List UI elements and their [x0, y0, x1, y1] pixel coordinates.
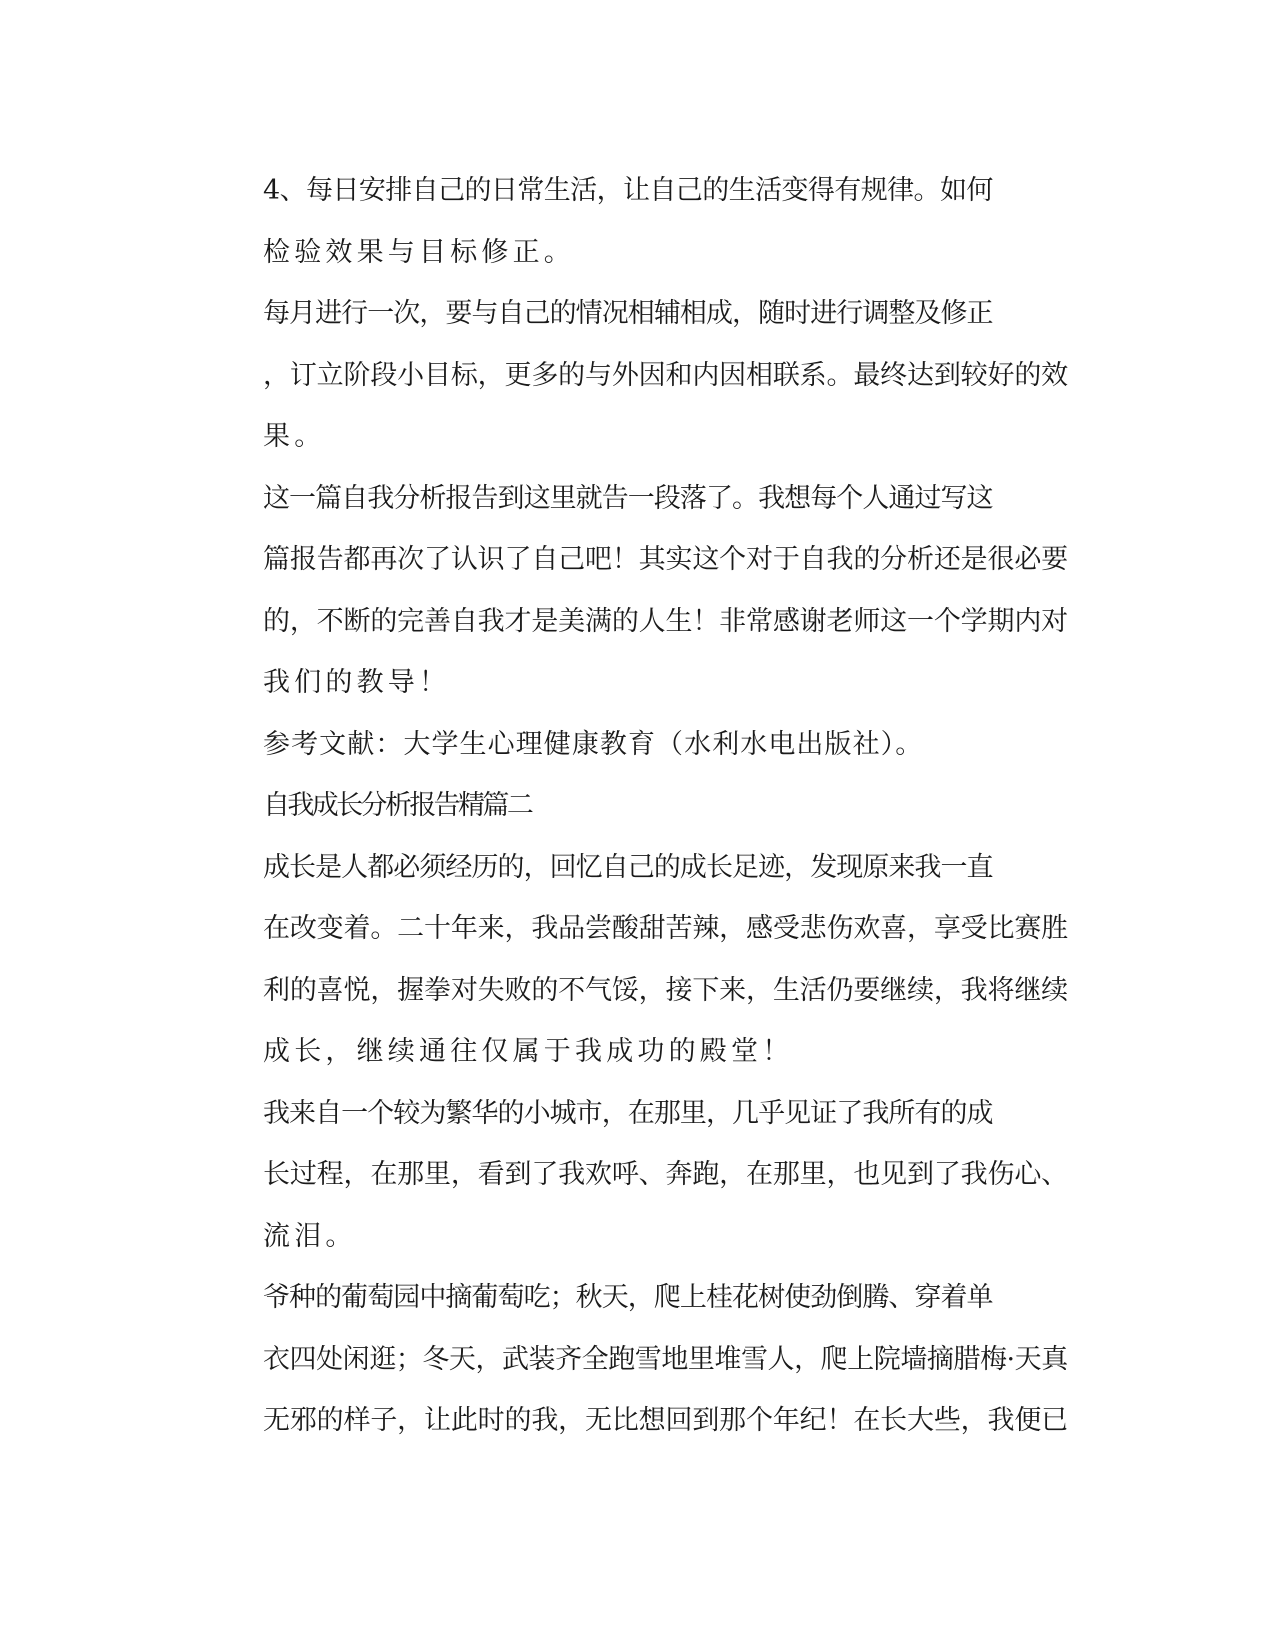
paragraph-daily-routine — [188, 160, 1068, 283]
text-line: 的，不断的完善自我才是美满的人生！非常感谢老师这一个学期内对 — [263, 605, 1068, 637]
text-line: 自我成长分析报告精篇二 — [263, 790, 532, 821]
text-line: 利的喜悦，握拳对失败的不气馁，接下来，生活仍要继续，我将继续 — [263, 974, 1068, 1006]
document-body — [188, 160, 1068, 1452]
paragraph-growth-intro — [188, 837, 1068, 1083]
text-line: 长过程，在那里，看到了我欢呼、奔跑，在那里，也见到了我伤心、 — [263, 1159, 1068, 1190]
text-line: 无邪的样子，让此时的我，无比想回到那个年纪！在长大些，我便已 — [263, 1405, 1068, 1436]
text-line: 成长是人都必须经历的，回忆自己的成长足迹，发现原来我一直 — [263, 851, 993, 883]
text-line: 我们的教导！ — [263, 667, 451, 698]
paragraph-references — [188, 714, 1068, 776]
paragraph-childhood — [188, 1267, 1068, 1452]
text-line: 每月进行一次，要与自己的情况相辅相成，随时进行调整及修正 — [263, 298, 993, 329]
text-line: 衣四处闲逛；冬天，武装齐全跑雪地里堆雪人，爬上院墙摘腊梅·天真 — [263, 1343, 1068, 1375]
paragraph-hometown — [188, 1083, 1068, 1268]
paragraph-monthly-review — [188, 283, 1068, 468]
text-line: 在改变着。二十年来，我品尝酸甜苦辣，感受悲伤欢喜，享受比赛胜 — [263, 913, 1068, 944]
section-heading — [188, 775, 1068, 837]
text-line: 果。 — [263, 421, 326, 452]
text-line: 爷种的葡萄园中摘葡萄吃；秋天，爬上桂花树使劲倒腾、穿着单 — [263, 1282, 993, 1313]
text-line: 我来自一个较为繁华的小城市，在那里，几乎见证了我所有的成 — [263, 1097, 993, 1129]
text-line: ，订立阶段小目标，更多的与外因和内因相联系。最终达到较好的效 — [263, 359, 1068, 391]
text-line: 流泪。 — [263, 1220, 357, 1252]
paragraph-conclusion — [188, 468, 1068, 714]
text-line: 检验效果与目标修正。 — [263, 236, 575, 268]
text-line: 成长，继续通往仅属于我成功的殿堂！ — [263, 1036, 794, 1067]
text-line: 篇报告都再次了认识了自己吧！其实这个对于自我的分析还是很必要 — [263, 544, 1068, 575]
text-line: 参考文献：大学生心理健康教育（水利水电出版社）。 — [263, 728, 924, 760]
text-line: 4、每日安排自己的日常生活，让自己的生活变得有规律。如何 — [263, 175, 993, 206]
text-line: 这一篇自我分析报告到这里就告一段落了。我想每个人通过写这 — [263, 482, 993, 514]
